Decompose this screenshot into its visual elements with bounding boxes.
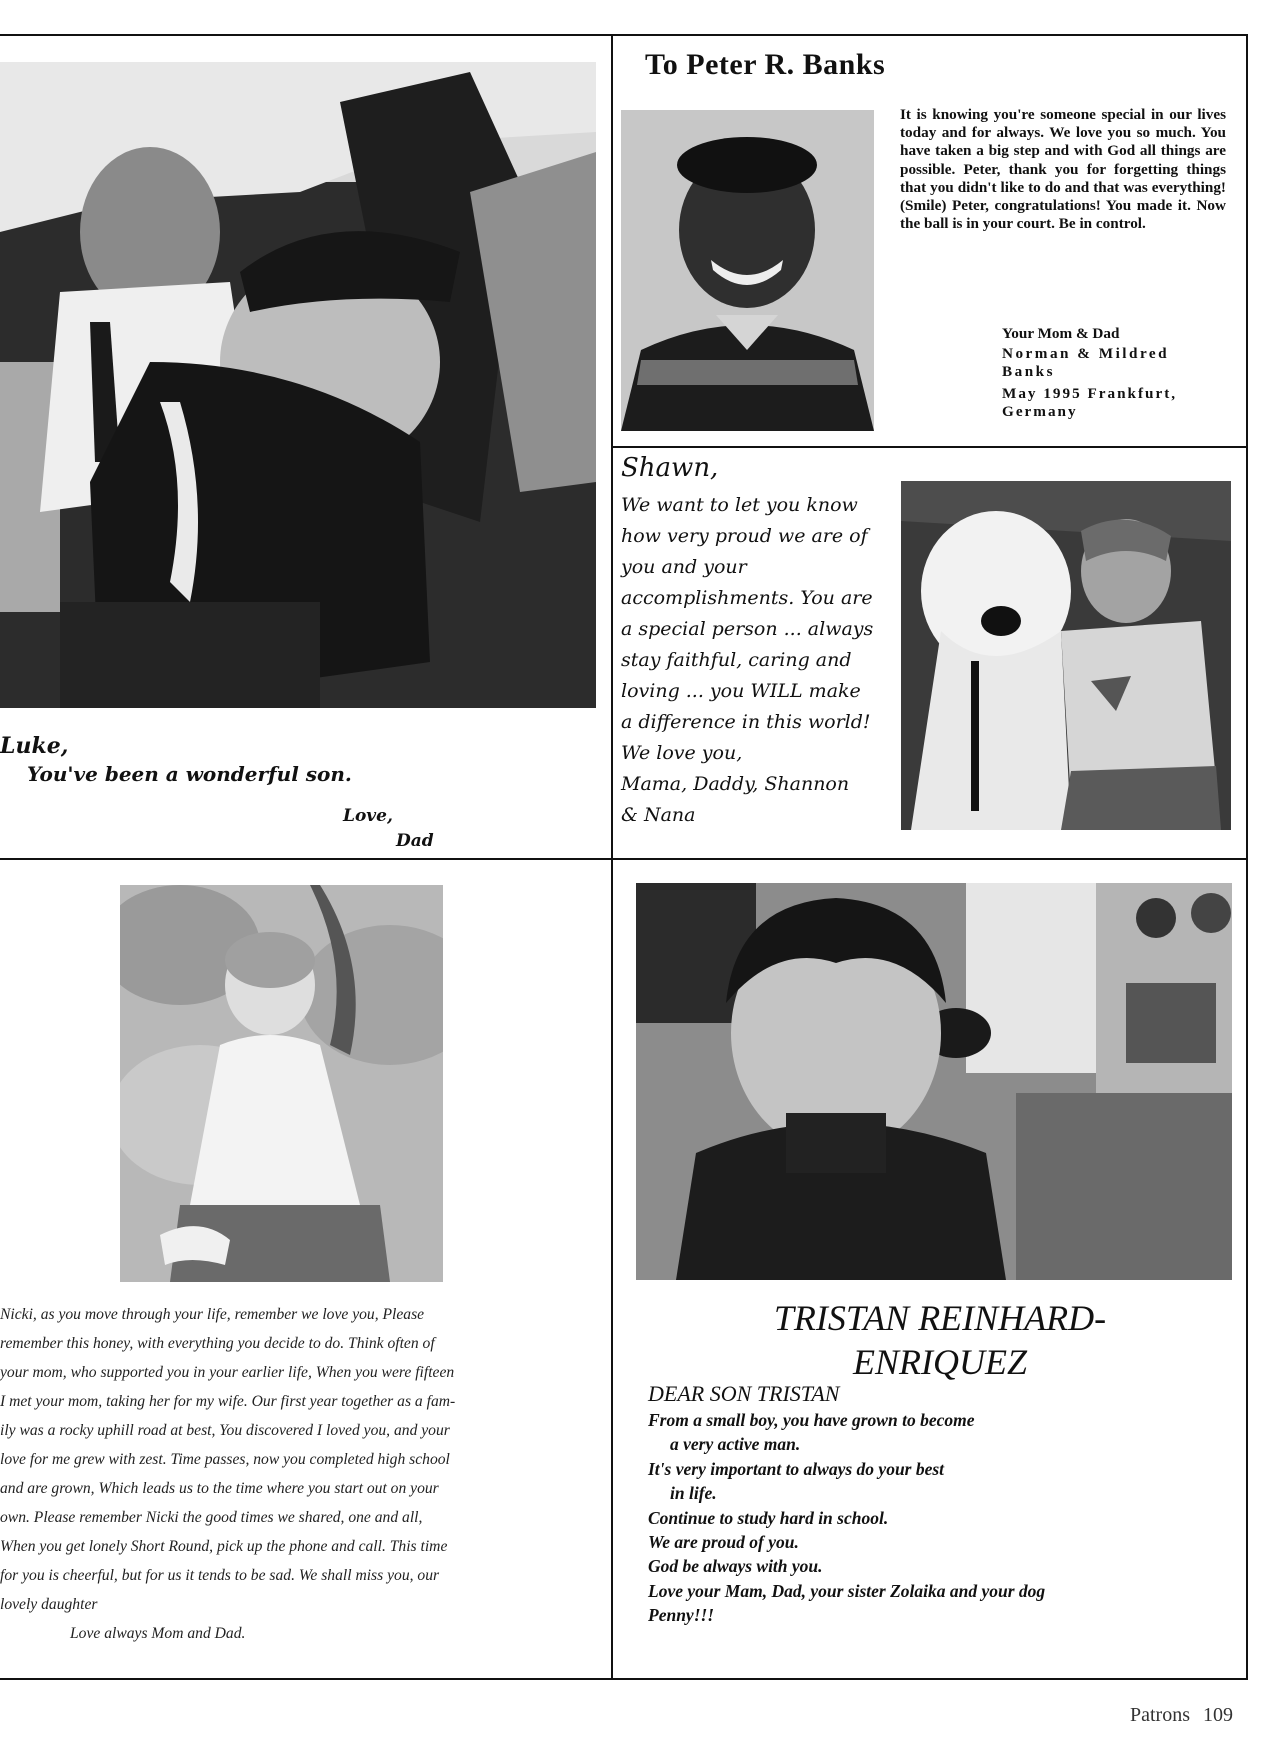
shawn-line: stay faithful, caring and [621, 649, 852, 671]
nicki-line: and are grown, Which leads us to the time where you start out on your [0, 1480, 439, 1497]
peter-message: It is knowing you're someone special in our lives today and for always. We love you so much. You have taken a big step and with God all things are possible. Peter, thank you for forgetting things that you didn't like to do and that was everything! (Smile) Peter, congratulations! You made it. Now the ball is in your court. Be in control. [900, 106, 1226, 233]
peter-photo [621, 110, 874, 431]
luke-closing: Love, [343, 806, 393, 826]
nicki-line: I met your mom, taking her for my wife. Our first year together as a fam- [0, 1393, 456, 1410]
shawn-line: a special person ... always [621, 618, 874, 640]
tristan-line: Penny!!! [648, 1605, 715, 1626]
tristan-line: Love your Mam, Dad, your sister Zolaika and your dog [648, 1580, 1046, 1601]
tristan-name [700, 1296, 1180, 1384]
nicki-line: remember this honey, with everything you decide to do. Think often of [0, 1335, 435, 1352]
tristan-line: From a small boy, you have grown to become [648, 1410, 975, 1430]
shawn-line: We want to let you know [621, 494, 858, 516]
tristan-line: We are proud of you. [648, 1532, 799, 1553]
shawn-line: Mama, Daddy, Shannon [621, 773, 850, 795]
shawn-photo [901, 481, 1231, 830]
shawn-line: & Nana [621, 804, 696, 826]
nicki-message [0, 1300, 455, 1648]
nicki-line: When you get lonely Short Round, pick up the phone and call. This time [0, 1538, 448, 1555]
shawn-line: you and your [621, 556, 747, 578]
shawn-line: loving ... you WILL make [621, 680, 861, 702]
nicki-line: Nicki, as you move through your life, remember we love you, Please [0, 1306, 425, 1323]
nicki-line: lovely daughter [0, 1596, 98, 1613]
page-number: 109 [1203, 1704, 1233, 1726]
nicki-photo [120, 885, 443, 1282]
peter-sign-1: Your Mom & Dad [1002, 325, 1120, 342]
nicki-signature: Love always Mom and Dad. [70, 1625, 246, 1642]
nicki-line: own. Please remember Nicki the good times we shared, one and all, [0, 1509, 423, 1526]
peter-title: To Peter R. Banks [645, 48, 886, 81]
nicki-line: ily was a rocky uphill road at best, You discovered I loved you, and your [0, 1422, 450, 1439]
shawn-line: a difference in this world! [621, 711, 871, 733]
luke-signature: Dad [396, 831, 434, 851]
tristan-photo [636, 883, 1232, 1280]
tristan-greeting: DEAR SON TRISTAN [648, 1381, 840, 1406]
tristan-line: in life. [670, 1483, 717, 1504]
shawn-line: accomplishments. You are [621, 587, 873, 609]
shawn-salutation: Shawn, [621, 453, 719, 483]
luke-photo [0, 62, 596, 708]
right-cell-divider [611, 446, 1248, 448]
nicki-line: your mom, who supported you in your earlier life, When you were fifteen [0, 1364, 455, 1381]
nicki-line: love for me grew with zest. Time passes, now you completed high school [0, 1451, 450, 1468]
peter-sign-2: Norman & Mildred Banks [1002, 345, 1170, 381]
tristan-name-line-2: ENRIQUEZ [853, 1342, 1027, 1382]
column-divider [611, 34, 613, 1680]
tristan-message [648, 1408, 1045, 1628]
tristan-line: Continue to study hard in school. [648, 1507, 889, 1528]
row-divider [0, 858, 1248, 860]
tristan-line: God be always with you. [648, 1556, 823, 1577]
section-name: Patrons [1130, 1704, 1190, 1726]
page-folio [1130, 1704, 1233, 1727]
peter-sign-3: May 1995 Frankfurt, Germany [1002, 385, 1178, 421]
luke-message: You've been a wonderful son. [27, 762, 352, 786]
tristan-line: It's very important to always do your best [648, 1458, 945, 1479]
shawn-line: how very proud we are of [621, 525, 868, 547]
tristan-line: a very active man. [670, 1434, 801, 1455]
tristan-name-line-1: TRISTAN REINHARD- [773, 1298, 1107, 1338]
shawn-message [621, 490, 873, 831]
luke-salutation: Luke, [0, 733, 69, 759]
nicki-line: for you is cheerful, but for us it tends to be sad. We shall miss you, our [0, 1567, 440, 1584]
shawn-line: We love you, [621, 742, 743, 764]
